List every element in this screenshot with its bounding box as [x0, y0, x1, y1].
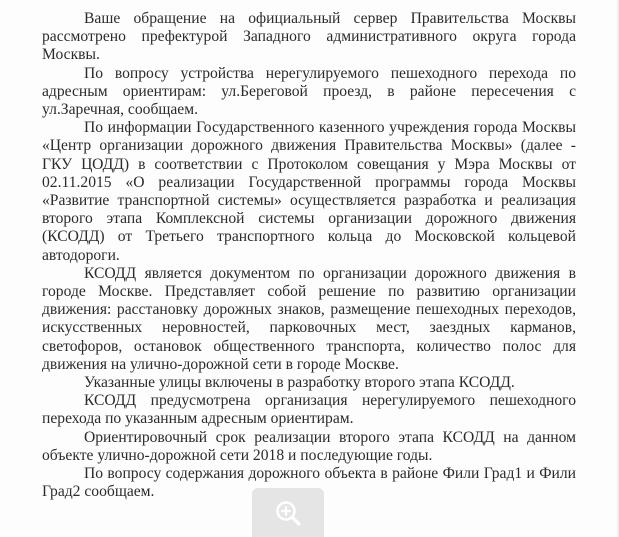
paragraph-5: Указанные улицы включены в разработку второго этапа КСОДД. — [84, 374, 515, 392]
paragraph-4: КСОДД является документом по организации дорожного движения в городе Москве. Представляет собой решение по развитию организации движения: расстановку дорожных знаков, размещение пешеходных переходов, искусственных неровностей, парковочных мест, заездных карманов, светофоров, остановок общественного транспорта, количество полос для движения на улично-дорожной сети в городе Москве. — [42, 264, 576, 373]
zoom-in-icon — [273, 498, 303, 528]
paragraph-2: По вопросу устройства нерегулируемого пешеходного перехода по адресным ориентирам: ул.Береговой проезд, в районе пересечения с ул.Заречная, сообщаем. — [42, 64, 576, 119]
paragraph-3: По информации Государственного казенного учреждения города Москвы «Центр организации дорожного движения Правительства Москвы» (далее - ГКУ ЦОДД) в соответствии с Протоколом совещания у Мэра Москвы от 02.11.2015 «О реализации Государственной программы города Москвы «Развитие транспортной системы» осуществляется разработка и реализация второго этапа Комплексной системы организации дорожного движения (КСОДД) от Третьего транспортного кольца до Московской кольцевой автодороги. — [42, 119, 576, 264]
paragraph-8: По вопросу содержания дорожного объекта в районе Фили Град1 и Фили Град2 сообщаем. — [42, 465, 576, 501]
paragraph-6: КСОДД предусмотрена организация нерегулируемого пешеходного перехода по указанным адресным ориентирам. — [42, 392, 576, 428]
paragraph-1: Ваше обращение на официальный сервер Правительства Москвы рассмотрено префектурой Западного административного округа города Москвы. — [42, 10, 576, 64]
zoom-in-button[interactable] — [252, 488, 324, 537]
paragraph-7: Ориентировочный срок реализации второго этапа КСОДД на данном объекте улично-дорожной сети 2018 и последующие годы. — [42, 428, 576, 464]
document-body — [42, 10, 576, 501]
